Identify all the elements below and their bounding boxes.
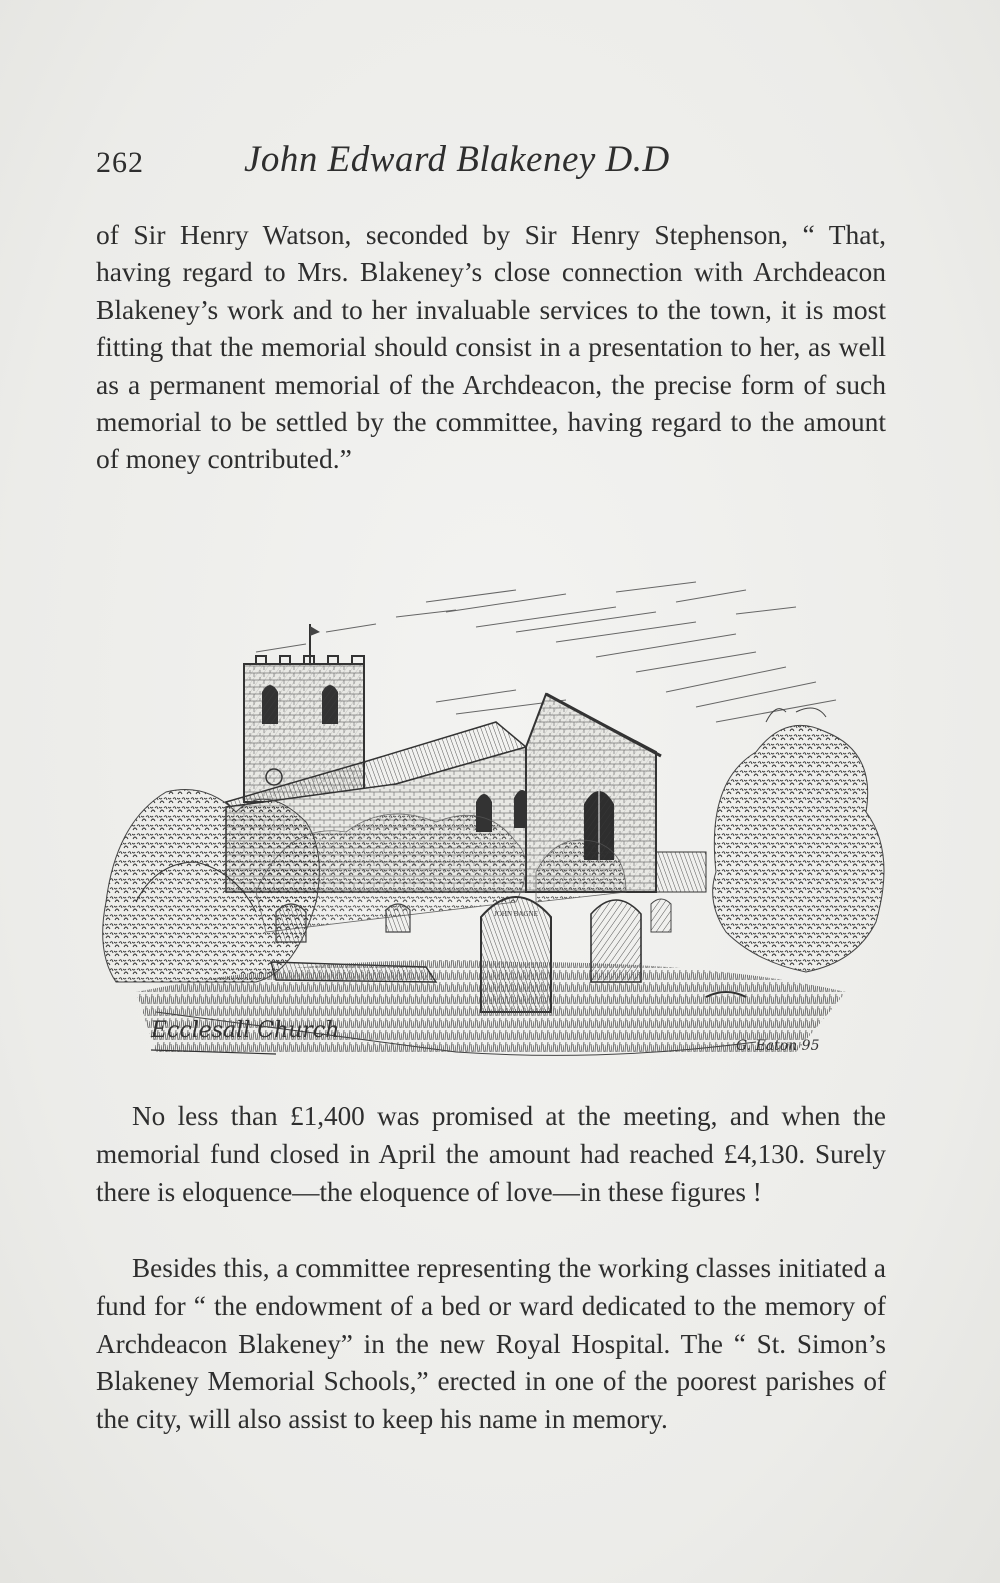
page-header (96, 138, 886, 188)
illustration-caption: Ecclesall Church (151, 1018, 340, 1043)
artist-signature: G. Eaton 95 (736, 1038, 820, 1054)
flag (310, 626, 320, 636)
body-paragraph-2: No less than £1,400 was promised at the meeting, and when the memorial fund closed in April the amount had reached £4,130. Surely there is eloquence—the eloquence of love—in these figures ! (96, 1101, 886, 1207)
church-illustration (96, 572, 886, 1072)
body-paragraph-1: of Sir Henry Watson, seconded by Sir Henry Stephenson, “ That, having regard to Mrs. Blakeney’s close connection with Archdeacon Blakeney’s work and to her invaluable services to the town, it is most fitting that the memorial should consist in a presentation to her, as well as a permanent memorial of the Archdeacon, the precise form of such memorial to be settled by the committee, having regard to the amount of money contributed.” (96, 219, 886, 475)
headstone-inscription: JOHN BAGNE (494, 910, 538, 918)
body-paragraph-3: Besides this, a committee representing the working classes initiated a fund for “ the endowment of a bed or ward dedicated to the memory of Archdeacon Blakeney” in the new Royal Hospital. The “ St. Simon’s Blakeney Memorial Schools,” erected in one of the poorest parishes of the city, will also assist to keep his name in memory. (96, 1253, 886, 1435)
running-title: John Edward Blakeney D.D (244, 139, 670, 180)
page-number: 262 (96, 146, 144, 179)
right-trees (713, 708, 884, 972)
